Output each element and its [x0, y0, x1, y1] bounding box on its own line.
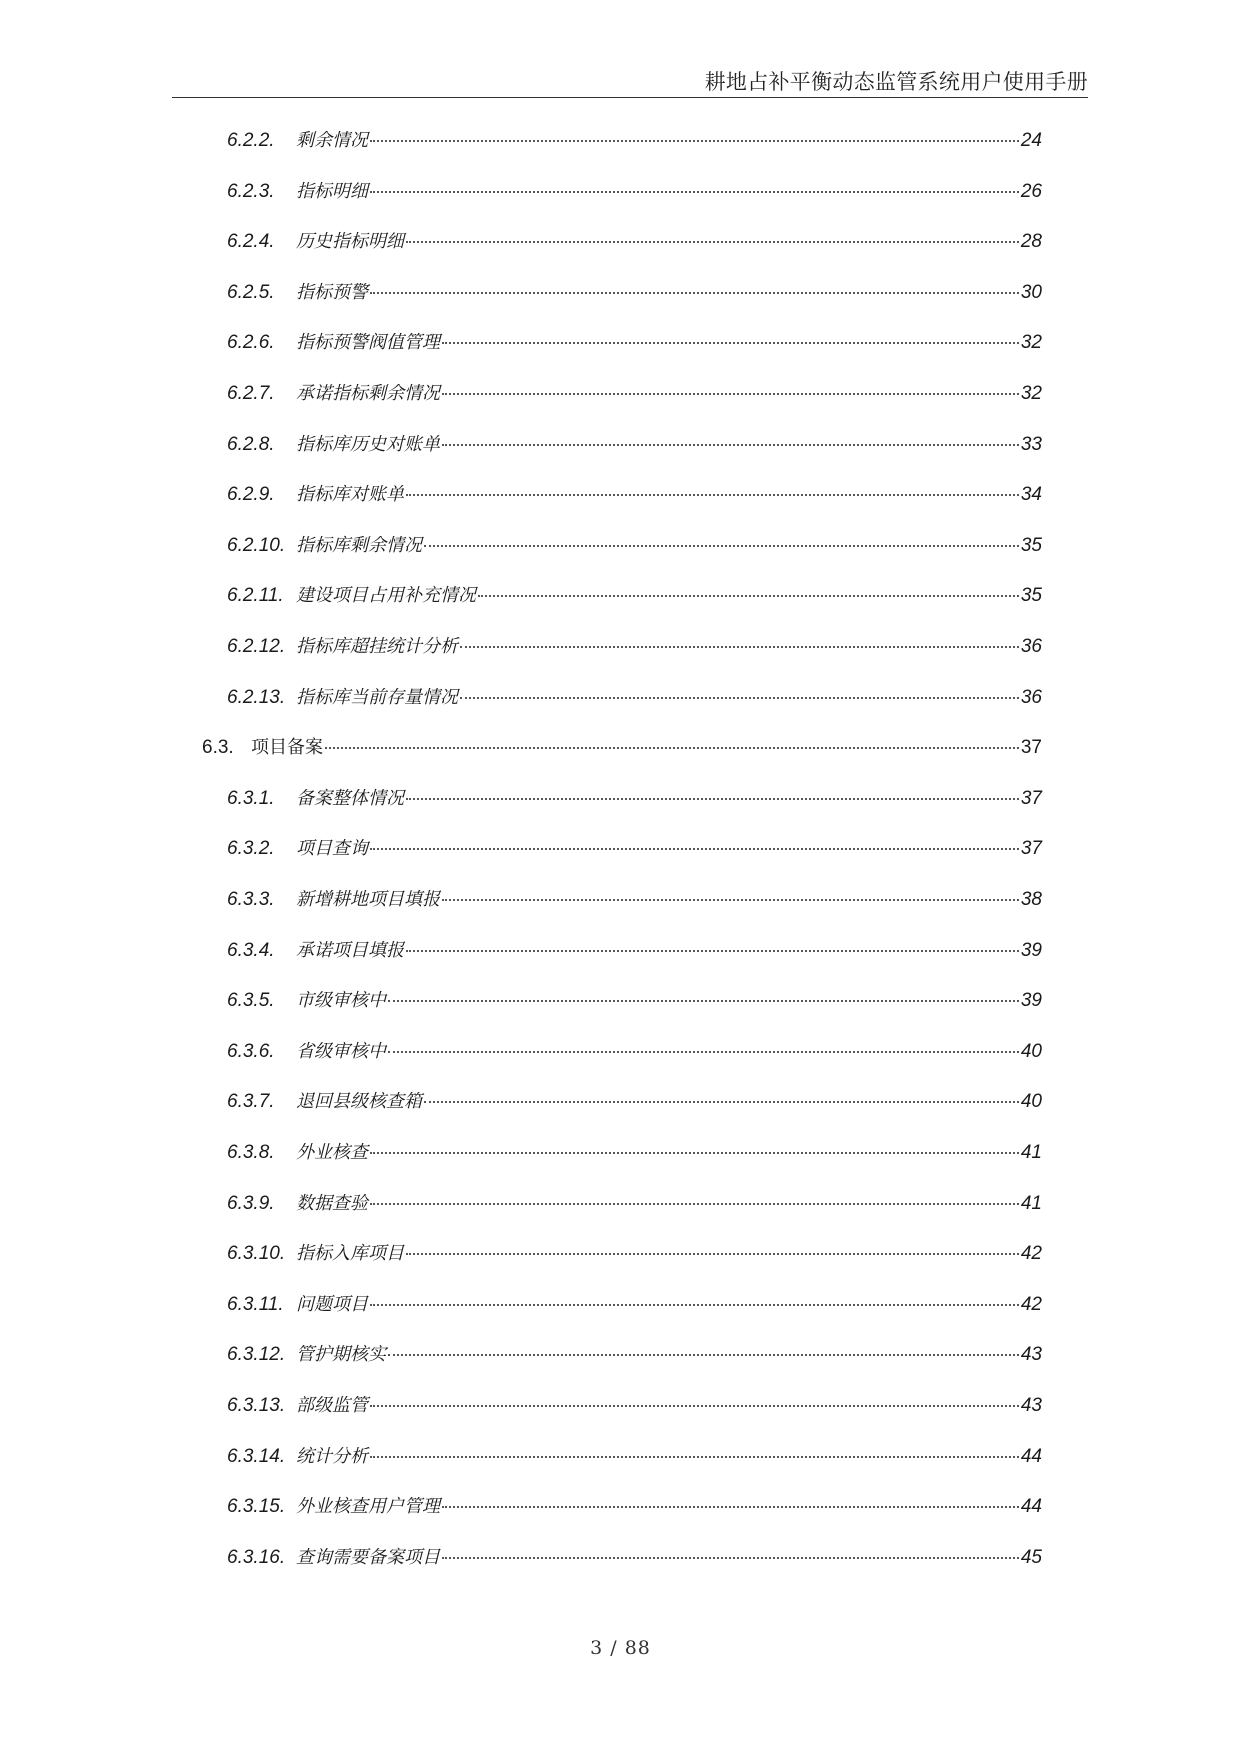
toc-entry[interactable]: [227, 531, 1042, 561]
toc-dot-leader: [370, 191, 1019, 193]
footer-page-indicator: 3 / 88: [590, 1637, 651, 1659]
toc-entry-page-number: 40: [1020, 1040, 1042, 1062]
toc-entry-page-number: 36: [1020, 686, 1042, 708]
toc-entry[interactable]: [227, 581, 1042, 611]
toc-dot-leader: [442, 444, 1019, 446]
toc-dot-leader: [406, 950, 1019, 952]
toc-entry-number: 6.3.13.: [227, 1395, 286, 1416]
toc-dot-leader: [370, 140, 1019, 142]
header-divider: [172, 97, 1088, 98]
toc-entry-number: 6.3.11.: [227, 1293, 284, 1315]
toc-entry-number: 6.3.9.: [227, 1192, 275, 1214]
toc-entry-number: 6.3.2.: [227, 838, 275, 860]
toc-entry[interactable]: [227, 1189, 1042, 1219]
toc-entry[interactable]: [227, 227, 1042, 257]
toc-entry-title: 退回县级核查箱: [296, 1091, 422, 1113]
toc-entry[interactable]: [202, 733, 1042, 763]
toc-dot-leader: [442, 1506, 1019, 1508]
toc-entry-page-number: 38: [1020, 889, 1042, 910]
toc-entry-page-number: 26: [1020, 180, 1042, 202]
toc-entry-title: 建设项目占用补充情况: [296, 585, 476, 607]
toc-entry[interactable]: [227, 834, 1042, 864]
toc-entry-number: 6.3.1.: [227, 787, 275, 809]
toc-entry-page-number: 43: [1020, 1344, 1042, 1366]
toc-entry-number: 6.3.14.: [227, 1445, 286, 1467]
toc-entry-page-number: 42: [1020, 1293, 1042, 1315]
toc-entry-page-number: 42: [1020, 1243, 1042, 1265]
toc-entry-title: 指标库历史对账单: [296, 433, 440, 455]
page-header-title: 耕地占补平衡动态监管系统用户使用手册: [704, 70, 1088, 94]
toc-entry[interactable]: [227, 430, 1042, 460]
toc-entry-title: 项目备案: [251, 737, 323, 759]
toc-entry-title: 新增耕地项目填报: [296, 889, 440, 910]
toc-entry-title: 指标预警: [296, 281, 368, 303]
toc-entry[interactable]: [227, 1037, 1042, 1067]
toc-entry-page-number: 33: [1020, 433, 1042, 455]
toc-entry-number: 6.2.13.: [227, 686, 286, 708]
toc-entry[interactable]: [227, 1442, 1042, 1472]
toc-entry-page-number: 32: [1020, 332, 1042, 354]
toc-entry-number: 6.3.5.: [227, 990, 275, 1012]
toc-entry-title: 承诺指标剩余情况: [296, 383, 440, 404]
toc-entry-page-number: 28: [1020, 231, 1042, 253]
toc-dot-leader: [388, 1000, 1019, 1002]
toc-entry[interactable]: [227, 379, 1042, 409]
toc-entry-title: 指标库对账单: [296, 484, 404, 506]
toc-entry-title: 查询需要备案项目: [296, 1546, 440, 1568]
toc-entry-title: 统计分析: [296, 1445, 368, 1467]
toc-dot-leader: [424, 545, 1019, 547]
toc-entry[interactable]: [227, 1138, 1042, 1168]
toc-entry-page-number: 39: [1020, 990, 1042, 1012]
toc-entry[interactable]: [227, 278, 1042, 308]
toc-entry-number: 6.2.7.: [227, 383, 275, 404]
toc-entry-number: 6.3.15.: [227, 1496, 286, 1518]
toc-entry-number: 6.3.10.: [227, 1243, 286, 1265]
toc-entry[interactable]: [227, 1290, 1042, 1320]
toc-entry-page-number: 39: [1020, 939, 1042, 961]
toc-entry-page-number: 41: [1020, 1192, 1042, 1214]
toc-entry-title: 指标入库项目: [296, 1243, 404, 1265]
toc-dot-leader: [406, 1253, 1019, 1255]
toc-dot-leader: [370, 1203, 1019, 1205]
toc-entry-page-number: 35: [1020, 534, 1042, 556]
toc-entry-title: 市级审核中: [296, 990, 386, 1012]
toc-dot-leader: [370, 848, 1019, 850]
toc-entry-number: 6.2.5.: [227, 281, 275, 303]
toc-entry-number: 6.2.4.: [227, 231, 275, 253]
toc-entry[interactable]: [227, 1239, 1042, 1269]
toc-dot-leader: [442, 393, 1019, 395]
toc-entry-title: 历史指标明细: [296, 231, 404, 253]
toc-entry[interactable]: [227, 1492, 1042, 1522]
toc-entry-page-number: 37: [1020, 737, 1042, 759]
toc-entry-page-number: 40: [1020, 1091, 1042, 1113]
toc-entry-number: 6.3.12.: [227, 1344, 286, 1366]
toc-entry[interactable]: [227, 936, 1042, 966]
toc-entry-title: 部级监管: [296, 1395, 368, 1416]
toc-entry-page-number: 36: [1020, 636, 1042, 657]
toc-entry-title: 数据查验: [296, 1192, 368, 1214]
toc-entry[interactable]: [227, 1340, 1042, 1370]
toc-entry-page-number: 24: [1020, 130, 1042, 151]
toc-entry-page-number: 30: [1020, 281, 1042, 303]
toc-entry[interactable]: [227, 683, 1042, 713]
toc-dot-leader: [325, 747, 1019, 749]
toc-entry-title: 指标预警阀值管理: [296, 332, 440, 354]
toc-entry-number: 6.2.6.: [227, 332, 275, 354]
toc-entry-number: 6.2.10.: [227, 534, 286, 556]
toc-entry-number: 6.2.11.: [227, 585, 284, 607]
toc-entry-title: 指标库超挂统计分析: [296, 636, 458, 657]
toc-entry-number: 6.2.12.: [227, 636, 286, 657]
toc-entry[interactable]: [227, 1087, 1042, 1117]
toc-entry-number: 6.3.: [202, 737, 234, 759]
toc-entry-page-number: 41: [1020, 1142, 1042, 1163]
toc-entry-page-number: 43: [1020, 1395, 1042, 1416]
toc-entry-number: 6.3.3.: [227, 889, 275, 910]
toc-entry-page-number: 34: [1020, 484, 1042, 506]
toc-entry-title: 指标明细: [296, 180, 368, 202]
toc-dot-leader: [370, 1405, 1019, 1407]
toc-entry-title: 外业核查: [296, 1142, 368, 1163]
toc-entry-number: 6.3.7.: [227, 1091, 275, 1113]
toc-entry-title: 问题项目: [296, 1293, 368, 1315]
toc-dot-leader: [424, 1101, 1019, 1103]
toc-dot-leader: [406, 494, 1019, 496]
toc-entry[interactable]: [227, 1391, 1042, 1421]
toc-dot-leader: [388, 1354, 1019, 1356]
toc-entry-title: 备案整体情况: [296, 787, 404, 809]
toc-entry-page-number: 44: [1020, 1496, 1042, 1518]
toc-entry-title: 指标库剩余情况: [296, 534, 422, 556]
toc-dot-leader: [442, 1557, 1019, 1559]
toc-entry-page-number: 35: [1020, 585, 1042, 607]
toc-entry-page-number: 37: [1020, 787, 1042, 809]
toc-entry[interactable]: [227, 328, 1042, 358]
toc-entry-number: 6.2.2.: [227, 130, 275, 151]
toc-dot-leader: [442, 342, 1019, 344]
toc-dot-leader: [388, 1051, 1019, 1053]
toc-entry-title: 管护期核实: [296, 1344, 386, 1366]
toc-entry-number: 6.2.9.: [227, 484, 275, 506]
toc-dot-leader: [460, 697, 1019, 699]
toc-dot-leader: [370, 1152, 1019, 1154]
toc-entry[interactable]: [227, 1543, 1042, 1573]
toc-entry-title: 项目查询: [296, 838, 368, 860]
toc-dot-leader: [478, 595, 1019, 597]
toc-entry-number: 6.3.16.: [227, 1546, 286, 1568]
toc-dot-leader: [442, 899, 1019, 901]
toc-entry-title: 承诺项目填报: [296, 939, 404, 961]
toc-entry-page-number: 32: [1020, 383, 1042, 404]
toc-entry-number: 6.3.4.: [227, 939, 275, 961]
toc-entry[interactable]: [227, 177, 1042, 207]
toc-entry-title: 省级审核中: [296, 1040, 386, 1062]
toc-entry-page-number: 37: [1020, 838, 1042, 860]
toc-entry-number: 6.2.3.: [227, 180, 275, 202]
toc-entry-page-number: 44: [1020, 1445, 1042, 1467]
toc-dot-leader: [406, 241, 1019, 243]
toc-entry[interactable]: [227, 632, 1042, 662]
toc-dot-leader: [370, 1456, 1019, 1458]
toc-entry-title: 外业核查用户管理: [296, 1496, 440, 1518]
toc-entry[interactable]: [227, 126, 1042, 156]
toc-entry-page-number: 45: [1020, 1546, 1042, 1568]
toc-entry[interactable]: [227, 885, 1042, 915]
toc-entry[interactable]: [227, 986, 1042, 1016]
toc-dot-leader: [406, 798, 1019, 800]
toc-entry[interactable]: [227, 784, 1042, 814]
toc-dot-leader: [370, 292, 1019, 294]
toc-entry[interactable]: [227, 480, 1042, 510]
toc-dot-leader: [460, 646, 1019, 648]
toc-entry-title: 剩余情况: [296, 130, 368, 151]
toc-entry-number: 6.3.8.: [227, 1142, 275, 1163]
toc-entry-number: 6.2.8.: [227, 433, 275, 455]
toc-entry-title: 指标库当前存量情况: [296, 686, 458, 708]
toc-entry-number: 6.3.6.: [227, 1040, 275, 1062]
toc-dot-leader: [370, 1304, 1019, 1306]
